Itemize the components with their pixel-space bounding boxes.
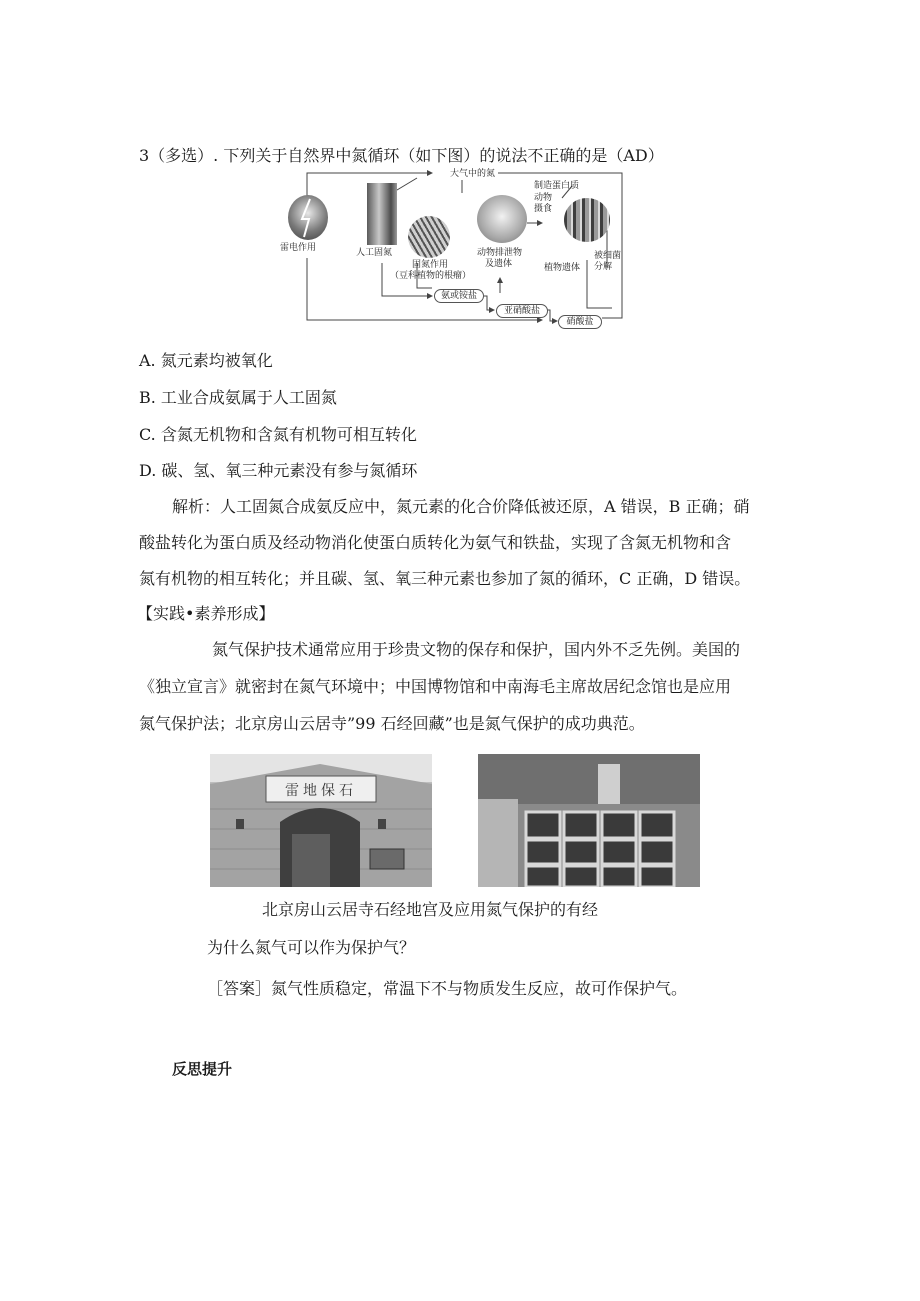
option-b: B. 工业合成氨属于人工固氮	[139, 388, 337, 407]
label-bacteria-1: 被细菌	[594, 251, 622, 261]
analysis-line-1: 解析：人工固氮合成氨反应中，氮元素的化合价降低被还原，A 错误，B 正确；硝	[172, 497, 750, 516]
factory-image	[367, 183, 397, 245]
box-nitrate: 硝酸盐	[558, 315, 602, 329]
label-bio-fixation-1: 固氮作用	[412, 260, 449, 270]
option-d: D. 碳、氢、氧三种元素没有参与氮循环	[139, 461, 418, 480]
practice-line-3: 氮气保护法；北京房山云居寺”99 石经回藏”也是氮气保护的成功典范。	[139, 714, 645, 733]
box-ammonia: 氨或铵盐	[434, 289, 484, 303]
plants-image	[564, 198, 610, 242]
label-animal-ingest-1: 动物	[534, 193, 553, 203]
photo-stone-boxes	[478, 754, 700, 887]
label-animal-excreta-1: 动物排泄物	[477, 248, 523, 258]
practice-answer: ［答案］氮气性质稳定，常温下不与物质发生反应，故可作保护气。	[207, 979, 688, 998]
photo-caption: 北京房山云居寺石经地宫及应用氮气保护的有经	[262, 900, 599, 919]
option-c: C. 含氮无机物和含氮有机物可相互转化	[139, 425, 417, 444]
question-stem: 3（多选）. 下列关于自然界中氮循环（如下图）的说法不正确的是（AD）	[139, 146, 664, 165]
diagram-arrows	[272, 168, 630, 328]
label-make-protein: 制造蛋白质	[534, 181, 580, 191]
label-animal-excreta-2: 及遗体	[485, 259, 513, 269]
cave-graphic	[210, 754, 432, 887]
label-bacteria-2: 分解	[594, 262, 613, 272]
practice-line-1: 氮气保护技术通常应用于珍贵文物的保存和保护，国内外不乏先例。美国的	[212, 640, 741, 659]
cave-sign: 雷地保石	[285, 783, 357, 799]
lightning-bolt-icon	[288, 195, 328, 240]
label-artificial-fixation: 人工固氮	[356, 248, 393, 258]
root-nodule-image	[408, 216, 450, 258]
option-a: A. 氮元素均被氧化	[139, 351, 273, 370]
label-plant-remains: 植物遗体	[544, 263, 581, 273]
box-nitrite: 亚硝酸盐	[496, 304, 548, 318]
label-atmospheric-nitrogen: 大气中的氮	[447, 169, 498, 180]
label-animal-ingest-2: 摄食	[534, 204, 553, 214]
nitrogen-cycle-diagram	[272, 168, 630, 328]
practice-heading: 【实践•素养形成】	[137, 604, 275, 623]
analysis-line-2: 酸盐转化为蛋白质及经动物消化使蛋白质转化为氨气和铁盐，实现了含氮无机物和含	[139, 533, 732, 552]
photo-stone-cave	[210, 754, 432, 887]
label-lightning: 雷电作用	[280, 243, 317, 253]
practice-line-2: 《独立宣言》就密封在氮气环境中；中国博物馆和中南海毛主席故居纪念馆也是应用	[139, 677, 732, 696]
label-bio-fixation-2: （豆科植物的根瘤）	[390, 271, 472, 281]
practice-question: 为什么氮气可以作为保护气？	[207, 938, 416, 957]
reflection-heading: 反思提升	[172, 1060, 233, 1078]
lightning-image	[288, 195, 328, 240]
boxes-graphic	[478, 754, 700, 887]
animals-image	[477, 195, 527, 243]
analysis-line-3: 氮有机物的相互转化；并且碳、氢、氧三种元素也参加了氮的循环，C 正确，D 错误。	[139, 569, 751, 588]
